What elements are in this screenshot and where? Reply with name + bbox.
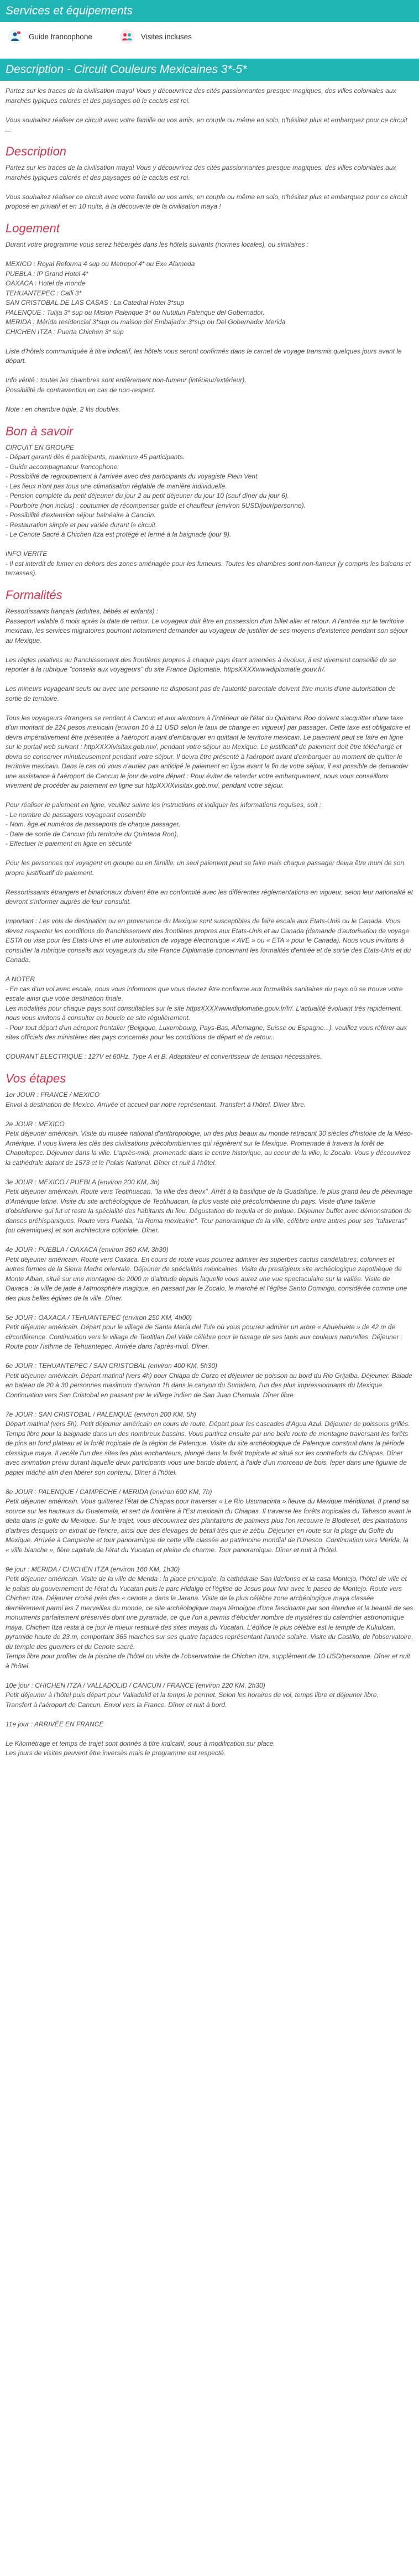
section-paragraph: Tous les voyageurs étrangers se rendant à Cancun et aux alentours à l'intérieur de l'état du Quintana Roo doivent s'acquitter d'une taxe d'un montant de 224 pesos mexicain (environ 10 à 11 USD selon le taux de change en vigueur) par passager. Cette taxe est obligatoire et devra impérativement être présentée à l'aéroport avant d'embarquer en quittant le territoire mexicain. Le paiement peut se faire en ligne sur le portail web suivant : httpXXXXvisitax.gob.mx/, pendant votre séjour au Mexique. Le justificatif de paiement doit être téléchargé et devra se conserver minutieusement pendant votre séjour. Il devra être présenté à l'aéroport avant d'embarquer au moment de quitter le territoire mexicain. Dans le cas où vous n'auriez pas anticipé le paiement en ligne avant la fin de votre séjour, il est possible de demander une assistance à l'aéroport de Cancun le jour de votre départ : Pour éviter de retarder votre embarquement, nous vous conseillons vivement de procéder au paiement en ligne sur httpXXXXvisitax.gob.mx/, pendant votre séjour.	[6, 714, 411, 789]
description-banner-title: Description - Circuit Couleurs Mexicaines 3*-5*	[6, 63, 247, 76]
section-paragraph: Les règles relatives au franchissement des frontières propres à chaque pays étant amenées à évoluer, il est vivement conseillé de se reporter à la rubrique "conseils aux voyageurs" du site France Diplomatie, httpsXXXXwwwdiplomatie.gouv.fr/.	[6, 655, 396, 673]
service-label-visites: Visites incluses	[140, 32, 192, 41]
section-paragraph: Partez sur les traces de la civilisation maya! Vous y découvrirez des cités passionnantes presque magiques, des villes coloniales aux marchés typiques colorés et des paysages où le cactus est roi.	[6, 164, 396, 181]
section-paragraph: MEXICO : Royal Reforma 4 sup ou Metropol 4* ou Exe Alameda PUEBLA : lP Grand Hotel 4* OAXACA : Hotel de monde TEHUANTEPEC : Calli 3* SAN CRISTOBAL DE LAS CASAS : La Catedral Hotel 3*sup PALENQUE : Tulija 3* sup ou Mision Palenque 3* ou Nututun Palenque del Gobernador. MERIDA : Mérida residencial 3*sup ou maison del Embajador 3*sup ou Del Gobernador Merida CHICHEN ITZA : Puerta Chichen 3* sup	[6, 260, 286, 336]
section-paragraph: Les mineurs voyageant seuls ou avec une personne ne disposant pas de l'autorité parentale doivent être munis d'une autorisation de sortie de territoire.	[6, 685, 396, 702]
services-list	[0, 22, 419, 51]
section-paragraph: Vous souhaitez réaliser ce circuit avec votre famille ou vos amis, en couple ou même en solo, n'hésitez plus et embarquez pour ce circuit proposé en privatif et en 10 nuits, à la découverte de la civilisation maya !	[6, 192, 407, 210]
section-paragraph: Note : en chambre triple, 2 lits doubles.	[6, 405, 121, 413]
section-paragraph: Durant votre programme vous serez hébergés dans les hôtels suivants (normes locales), ou similaires :	[6, 241, 309, 248]
guide-icon	[8, 29, 22, 44]
itinerary-day: 1er JOUR : FRANCE / MEXICO Envol à destination de Mexico. Arrivée et accueil par notre représentant. Transfert à l'hôtel. Dîner libre.	[6, 1091, 306, 1109]
section-paragraph: Ressortissants français (adultes, bébés et enfants) : Passeport valable 6 mois après la date de retour. Le voyageur doit être en possession d'un billet aller et retour. A l'entrée sur le territoire mexicain, les services migratoires pourront notamment demander au voyageur de justifier de ses moyens d'existence pendant son séjour au Mexique.	[6, 607, 408, 644]
service-item-guide	[8, 29, 92, 44]
intro-paragraph: Vous souhaitez réaliser ce circuit avec votre famille ou vos amis, en couple ou même en solo, n'hésitez plus et embarquez pour ce circuit ...	[6, 116, 407, 133]
itinerary-day: 11e jour : ARRIVÉE EN FRANCE	[6, 1720, 104, 1728]
section-paragraph: Important : Les vols de destination ou en provenance du Mexique sont susceptibles de faire escale aux Etats-Unis ou le Canada. Vous devez respecter les conditions de franchissement des frontières propres aux Etats-Unis et au Canada (demande d'autorisation de voyage ESTA ou visa pour les Etats-Unis et une autorisation de voyage électronique « AVE » ou « ETA » pour le Canada). Nous vous invitons à consulter la rubrique conseils aux voyageurs du site France Diplomatie concernant les formalités d'entrée et de sortie des Etats-Unis et du Canada.	[6, 917, 411, 964]
itinerary-note: Le Kilométrage et temps de trajet sont donnés à titre indicatif, sous à modification sur place. Les jours de visites peuvent être inversés mais le programme est respecté.	[6, 1739, 275, 1757]
service-label-guide: Guide francophone	[29, 32, 92, 41]
section-title-formalites: Formalités	[6, 588, 62, 602]
section-paragraph: Ressortissants étrangers et binationaux doivent être en conformité avec les différentes réglementations en vigueur, selon leur nationalité et devront s'informer auprès de leur consulat.	[6, 888, 413, 905]
section-title-description: Description	[6, 144, 67, 158]
section-paragraph: A NOTER - En cas d'un vol avec escale, nous vous informons que vous devrez être conforme aux formalités sanitaires du pays où se trouve votre escale ainsi que votre destination finale. Les modalités pour chaque pays sont consultables sur le site httpsXXXXwwwdiplomatie.gouv.fr/fr/. L'actualité évoluant très rapidement, nous vous invitons à consulter en boucle ce site régulièrement. - Pour tout départ d'un aéroport frontalier (Belgique, Luxembourg, Pays-Bas, Allemagne, Suisse ou Espagne...), veuillez vous référer aux sites officiels des ministères des pays concernés pour les conditions de départ et de retour..	[6, 975, 407, 1041]
section-title-vos-etapes: Vos étapes	[6, 1071, 66, 1085]
service-item-visites	[120, 29, 192, 44]
section-paragraph: CIRCUIT EN GROUPE - Départ garanti dès 6 participants, maximum 45 participants. - Guide accompagnateur francophone. - Possibilité de regroupement à l'arrivée avec des participants du voyagiste Plein Vent. - Les lieux n'ont pas tous une climatisation réglable de manière individuelle. - Pension complète du petit déjeuner du jour 2 au petit déjeuner du jour 10 (sauf dîner du jour 6). - Pourboire (non inclus) : coutumier de récompenser guide et chauffeur (environ 5USD/jour/personne). - Possibilité d'extension séjour balnéaire à Cancún. - Restauration simple et peu variée durant le circuit. - Le Cenote Sacré à Chichen Itza est protégé et fermé à la baignade (jour 9).	[6, 443, 306, 538]
itinerary-day: 7e JOUR : SAN CRISTOBAL / PALENQUE (environ 200 KM, 5h) Départ matinal (vers 5h). Petit déjeuner américain en cours de route. Départ pour les cascades d'Agua Azul. Déjeuner de poissons grillés. Temps libre pour la baignade dans un des nombreux bassins. Vous partirez ensuite par une belle route de montagne traversant les forêts de pins au fond plateau et la forêt tropicale de la région de Palenque. Visite du site archéologique de Palenque construit dans la période classique maya. Il recèle l'un des sites les plus enchanteurs, plongé dans la forêt tropicale et situé sur les contreforts du Chiapas. Dîner avec animation prévu durant laquelle deux participants vous une bande dotient, à l'aide d'un morceau de bois, leper dans une figurine de papier mâché afin d'en libérer son contenu. Dîner à l'hôtel.	[6, 1410, 410, 1476]
itinerary-day: 10e jour : CHICHEN ITZA / VALLADOLID / CANCUN / FRANCE (environ 220 KM, 2h30) Petit déjeuner à l'hôtel puis départ pour Valladolid et la temps le permet. Selon les horaires de vol, temps libre et déjeuner libre. Transfert à l'aéroport de Cancun. Envol vers la France. Dîner et nuit à bord.	[6, 1681, 379, 1709]
itinerary-day: 5e JOUR : OAXACA / TEHUANTEPEC (environ 250 KM, 4h00) Petit déjeuner américain. Départ pour le village de Santa Maria del Tule où vous pourrez admirer un arbre « Ahuehuete » de 42 m de circonférence. Continuation vers le village de Teotitlan Del Valle célèbre pour le tissage de ses tapis aux couleurs naturelles. Déjeuner : Route pour l'isthme de Tehuantepec. Arrivée dans l'après-midi. Dîner.	[6, 1313, 403, 1350]
intro-paragraph: Partez sur les traces de la civilisation maya! Vous y découvrirez des cités passionnantes presque magiques, des villes coloniales aux marchés typiques colorés et des paysages où le cactus est roi.	[6, 87, 396, 105]
section-title-logement: Logement	[6, 221, 60, 235]
section-paragraph: COURANT ELECTRIQUE : 127V et 60Hz. Type A et B. Adaptateur et convertisseur de tension nécessaires.	[6, 1053, 322, 1060]
section-paragraph: Pour les personnes qui voyagent en groupe ou en famille, un seul paiement peut se faire mais chaque passager devra être muni de son propre justificatif de paiement.	[6, 859, 405, 877]
itinerary-day: 6e JOUR : TEHUANTEPEC / SAN CRISTOBAL (environ 400 KM, 5h30) Petit déjeuner américain. Départ matinal (vers 4h) pour Chiapa de Corzo et déjeuner de poisson au bord du Rio Grijalba. Déjeuner. Balade en bateau de 20 à 30 personnes maximum d'environ 1h dans le canyon du Sumidero, l'un des plus impressionnants du Mexique. Continuation vers San Cristobal en passant par le village indien de San Juan Chamula. Dîner libre.	[6, 1362, 412, 1399]
services-title: Services et équipements	[6, 4, 133, 17]
services-banner	[0, 0, 419, 22]
content-body	[0, 86, 419, 1758]
section-paragraph: Pour réaliser le paiement en ligne, veuillez suivre les instructions et indiquer les informations requises, soit : - Le nombre de passagers voyageant ensemble - Nom, âge et numéros de passeports de chaque passager, - Date de sortie de Cancun (du territoire du Quintana Roo), - Effectuer le paiement en ligne en sécurité	[6, 801, 321, 847]
section-paragraph: Liste d'hôtels communiquée à titre indicatif, les hôtels vous seront confirmés dans le carnet de voyage transmis quelques jours avant le départ.	[6, 347, 402, 365]
section-paragraph: Info vérité : toutes les chambres sont entièrement non-fumeur (intérieur/extérieur). Possibilité de contravention en cas de non-respect.	[6, 376, 247, 394]
itinerary-day: 4e JOUR : PUEBLA / OAXACA (environ 360 KM, 3h30) Petit déjeuner américain. Route vers Oaxaca. En cours de route vous pourrez admirer les superbes cactus candélabres, colonnes et autres formes de la Sierra Madre orientale. Déjeuner de spécialités mexicaines. Visite du prestigieux site archéologique zapothèque de Monte Alban, situé sur une montagne de 2000 m d'altitude depuis laquelle vous aurez une vue spectaculaire sur la vallée. Visite de Oaxaca : la ville de jade à l'atmosphère magique, en passant par le Zocalo, le marché et l'église Santo Domingo, considérée comme une des plus belles églises de la ville. Dîner.	[6, 1246, 407, 1302]
description-banner	[0, 59, 419, 81]
section-paragraph: INFO VERITE - Il est interdit de fumer en dehors des zones aménagée pour les fumeurs. Toutes les chambres sont non-fumeur (y compris les balcons et terrasses).	[6, 550, 411, 577]
itinerary-day: 3e JOUR : MEXICO / PUEBLA (environ 200 KM, 3h) Petit déjeuner américain. Route vers Teotihuacan, "la ville des dieux". Arrêt à la basilique de la Guadalupe, le plus grand lieu de pèlerinage d'Amérique latine. Visite du site archéologique de Teotihuacan, la plus vaste cité précolombienne du pays. Visite d'une taillerie d'obsidienne qui fut et reste la spécialité des habitants du lieu. Dégustation de tequila et de pulque. Déjeuner buffet avec démonstration de danses préhispaniques. Route vers Puebla, "la Roma mexicaine". Tour panoramique de la ville, célèbre entre autres pour ses "talaveras" (ou céramiques) et son architecture coloniale. Dîner.	[6, 1178, 413, 1234]
itinerary-day: 8e JOUR : PALENQUE / CAMPECHE / MERIDA (environ 600 KM, 7h) Petit déjeuner américain. Vous quitterez l'état de Chiapas pour traverser « Le Rio Usumacinta » fleuve du Mexique méridional. Il prend sa source sur les hauteurs du Guatemala, et sert de frontière à l'Est mexicain du Chiapas. Il traverse les forêts tropicales du Tabasco avant le delta dans le golfe du Mexique. Sur le trajet, vous découvrirez des plantations de palmiers plus l'on recouvre le Blodiesel, des plantations d'arbres desquels on extrait de l'encre, ainsi que des élevages de bétail très que le zébu. Déjeuner en route sur la plage du Golfe du Mexique. Arrivée à Campeche et tour panoramique de cette ville classée au patrimoine mondial de l'Unesco. Continuation vers Merida, la « ville blanche », fière capitale de l'état du Yucatan et pleine de charme. Tour panoramique. Dîner et nuit à l'hôtel.	[6, 1487, 412, 1554]
itinerary-day: 9e jour : MERIDA / CHICHEN ITZA (environ 160 KM, 1h30) Petit déjeuner américain. Visite de la ville de Merida : la place principale, la cathédrale San Ildefonso et la casa Montejo, l'hôtel de ville et le palais du gouvernement de l'état du Yucatan puis le parc Hidalgo et l'église de Jesus pour finir avec le paseo de Montejo. Route vers Chichen Itza. Déjeuner croisé près des « cenote » dans la Jarana. Visite de la plus célèbre zone archéologique maya classée dernièrement parmi les 7 merveilles du monde, ce site archéologique maya témoigne d'une fascinante par son étendue et la beauté de ses monuments parfaitement préservés dont une pyramide, ce que l'on a permis d'élucider nombre de mystères du calendrier astronomique maya. Chichen Itza resta à ce jour le mieux restauré des sites mayas du Yucatan. L'édifice le plus célèbre est le temple de Kukulcan, pyramide haute de 23 m, comportant 365 marches sur ses quatre façades représentant l'année solaire. Visite du Castillo, de l'observatoire, du temple des guerriers et du Cenote sacré. Temps libre pour profiter de la piscine de l'hôtel ou visite de l'observatoire de Chichen Itza, supplément de 10 USD/personne. Dîner et nuit à l'hôtel.	[6, 1565, 413, 1670]
section-title-bon-a-savoir: Bon à savoir	[6, 424, 74, 438]
itinerary-day: 2e JOUR : MEXICO Petit déjeuner américain. Visite du musée national d'anthropologie, un des plus beaux au monde retraçant 30 siècles d'histoire de la Méso-Amérique. Il vous livrera les clés des civilisations précolombiennes qui régnèrent sur le Mexique. Promenade à travers la forêt de Chapultepec. Déjeuner dans la ville. L'après-midi, promenade dans le centre historique, au coeur de la ville, le Zocalo. Vous y découvrirez la cathédrale datant de 1573 et le Palais National. Dîner et nuit à l'hôtel.	[6, 1120, 413, 1167]
visites-icon	[120, 29, 134, 44]
